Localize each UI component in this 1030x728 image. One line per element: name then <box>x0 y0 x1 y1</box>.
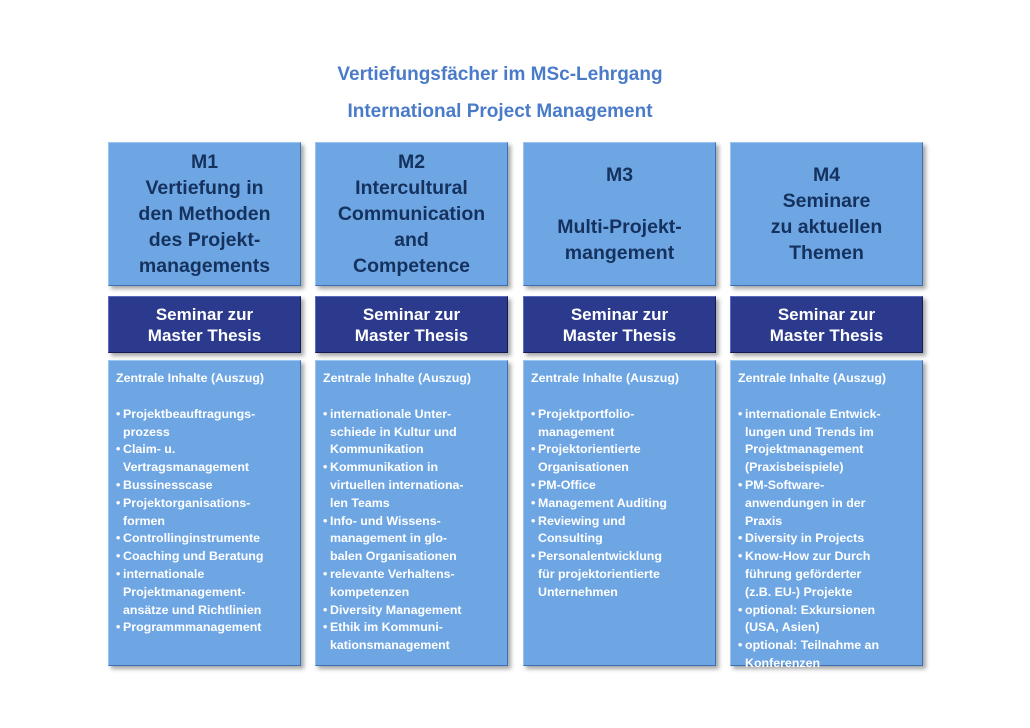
list-item-line: formen <box>123 513 165 528</box>
seminar-box-m2 <box>315 296 508 353</box>
content-list <box>116 406 300 637</box>
list-item <box>738 548 922 601</box>
seminar-line1: Seminar zur <box>777 304 876 324</box>
list-item-line: ansätze und Richtlinien <box>123 602 262 617</box>
list-item <box>323 406 507 459</box>
module-header-m2 <box>315 142 508 286</box>
list-item-line: • Controllinginstrumente <box>123 531 260 546</box>
list-item-line: management in glo- <box>330 531 448 546</box>
module-header-m4 <box>730 142 923 286</box>
module-name: Multi-Projekt- mangement <box>557 216 682 264</box>
module-code: M4 <box>812 164 841 186</box>
content-heading: Zentrale Inhalte (Auszug) <box>531 371 680 385</box>
list-item <box>738 530 922 548</box>
list-item-line: Projektmanagement- <box>123 584 246 599</box>
list-item <box>323 459 507 512</box>
content-heading: Zentrale Inhalte (Auszug) <box>116 371 265 385</box>
list-item-line: • internationale Unter- <box>330 406 452 421</box>
list-item-line: anwendungen in der <box>745 495 866 510</box>
list-item <box>116 441 300 477</box>
list-item-line: • Reviewing und <box>538 513 626 528</box>
content-list <box>323 406 507 655</box>
list-item-line: • Coaching und Beratung <box>123 549 264 564</box>
list-item <box>738 602 922 638</box>
list-item <box>323 513 507 566</box>
seminar-line2: Master Thesis <box>769 325 884 345</box>
list-item <box>738 477 922 530</box>
list-item <box>531 406 715 442</box>
list-item-line: • Ethik im Kommuni- <box>330 620 443 635</box>
list-item <box>531 495 715 513</box>
list-item-line: kompetenzen <box>330 584 410 599</box>
seminar-box-m4 <box>730 296 923 353</box>
list-item-line: • relevante Verhaltens- <box>330 566 455 581</box>
module-header-m1 <box>108 142 301 286</box>
list-item <box>116 530 300 548</box>
list-item <box>323 619 507 655</box>
list-item-line: • Bussinesscase <box>123 477 213 492</box>
list-item-line: Konferenzen <box>745 655 821 670</box>
list-item-line: virtuellen internationa- <box>330 477 464 492</box>
list-item-line: • Diversity in Projects <box>745 531 865 546</box>
module-code: M1 <box>190 151 219 173</box>
content-box-m1 <box>108 360 301 666</box>
list-item <box>116 495 300 531</box>
list-item-line: • PM-Software- <box>745 477 825 492</box>
list-item-line: prozess <box>123 424 170 439</box>
list-item-line: Organisationen <box>538 460 629 475</box>
list-item-line: Praxis <box>745 513 783 528</box>
list-item <box>531 548 715 601</box>
list-item-line: • PM-Office <box>538 477 596 492</box>
list-item-line: • Diversity Management <box>330 602 462 617</box>
list-item <box>531 477 715 495</box>
list-item-line: • Claim- u. <box>123 442 176 457</box>
list-item <box>738 637 922 673</box>
list-item <box>116 477 300 495</box>
seminar-line1: Seminar zur <box>570 304 669 324</box>
list-item-line: • Projektportfolio- <box>538 406 635 421</box>
seminar-line1: Seminar zur <box>155 304 254 324</box>
list-item-line: Kommunikation <box>330 442 424 457</box>
list-item-line: Projektmanagement <box>745 442 864 457</box>
list-item-line: • Management Auditing <box>538 495 667 510</box>
seminar-line2: Master Thesis <box>354 325 469 345</box>
content-heading: Zentrale Inhalte (Auszug) <box>738 371 887 385</box>
seminar-box-m3 <box>523 296 716 353</box>
page-subtitle: International Project Management <box>347 101 653 122</box>
list-item <box>116 619 300 637</box>
list-item-line: • Kommunikation in <box>330 460 439 475</box>
list-item-line: Vertragsmanagement <box>123 460 250 475</box>
list-item-line: balen Organisationen <box>330 549 457 564</box>
content-box-m3 <box>523 360 716 666</box>
list-item-line: • internationale <box>123 566 205 581</box>
content-list <box>738 406 922 673</box>
module-header-m3 <box>523 142 716 286</box>
list-item-line: • Know-How zur Durch <box>745 549 871 564</box>
page-title: Vertiefungsfächer im MSc-Lehrgang <box>337 64 663 85</box>
list-item-line: • internationale Entwick- <box>745 406 881 421</box>
list-item <box>738 406 922 477</box>
list-item <box>116 406 300 442</box>
list-item <box>531 441 715 477</box>
list-item <box>323 566 507 602</box>
list-item-line: • Programmmanagement <box>123 620 262 635</box>
list-item-line: • Projektorientierte <box>538 442 641 457</box>
module-name: Vertiefung in den Methoden des Projekt- managements <box>138 177 271 277</box>
list-item <box>116 548 300 566</box>
content-box-m4 <box>730 360 923 670</box>
content-box-m2 <box>315 360 508 666</box>
list-item-line: führung geförderter <box>745 566 862 581</box>
seminar-box-m1 <box>108 296 301 353</box>
list-item-line: • optional: Exkursionen <box>745 602 876 617</box>
seminar-line2: Master Thesis <box>562 325 677 345</box>
list-item <box>323 602 507 620</box>
list-item-line: management <box>538 424 615 439</box>
list-item-line: (z.B. EU-) Projekte <box>745 584 853 599</box>
module-name: Seminare zu aktuellen Themen <box>770 190 883 264</box>
module-code: M3 <box>605 164 634 186</box>
seminar-line1: Seminar zur <box>362 304 461 324</box>
list-item-line: schiede in Kultur und <box>330 424 457 439</box>
list-item-line: (USA, Asien) <box>745 620 820 635</box>
module-name: Intercultural Communication and Competence <box>337 177 486 277</box>
list-item-line: kationsmanagement <box>330 638 450 653</box>
list-item-line: • Projektorganisations- <box>123 495 251 510</box>
list-item-line: (Praxisbeispiele) <box>745 460 844 475</box>
list-item-line: • Info- und Wissens- <box>330 513 441 528</box>
list-item <box>531 513 715 549</box>
content-list <box>531 406 715 602</box>
list-item-line: lungen und Trends im <box>745 424 874 439</box>
list-item-line: len Teams <box>330 495 390 510</box>
list-item-line: • Projektbeauftragungs- <box>123 406 256 421</box>
module-code: M2 <box>397 151 426 173</box>
list-item <box>116 566 300 619</box>
content-heading: Zentrale Inhalte (Auszug) <box>323 371 472 385</box>
list-item-line: • optional: Teilnahme an <box>745 638 880 653</box>
list-item-line: für projektorientierte <box>538 566 660 581</box>
seminar-line2: Master Thesis <box>147 325 262 345</box>
list-item-line: Unternehmen <box>538 584 618 599</box>
list-item-line: Consulting <box>538 531 603 546</box>
list-item-line: • Personalentwicklung <box>538 549 662 564</box>
